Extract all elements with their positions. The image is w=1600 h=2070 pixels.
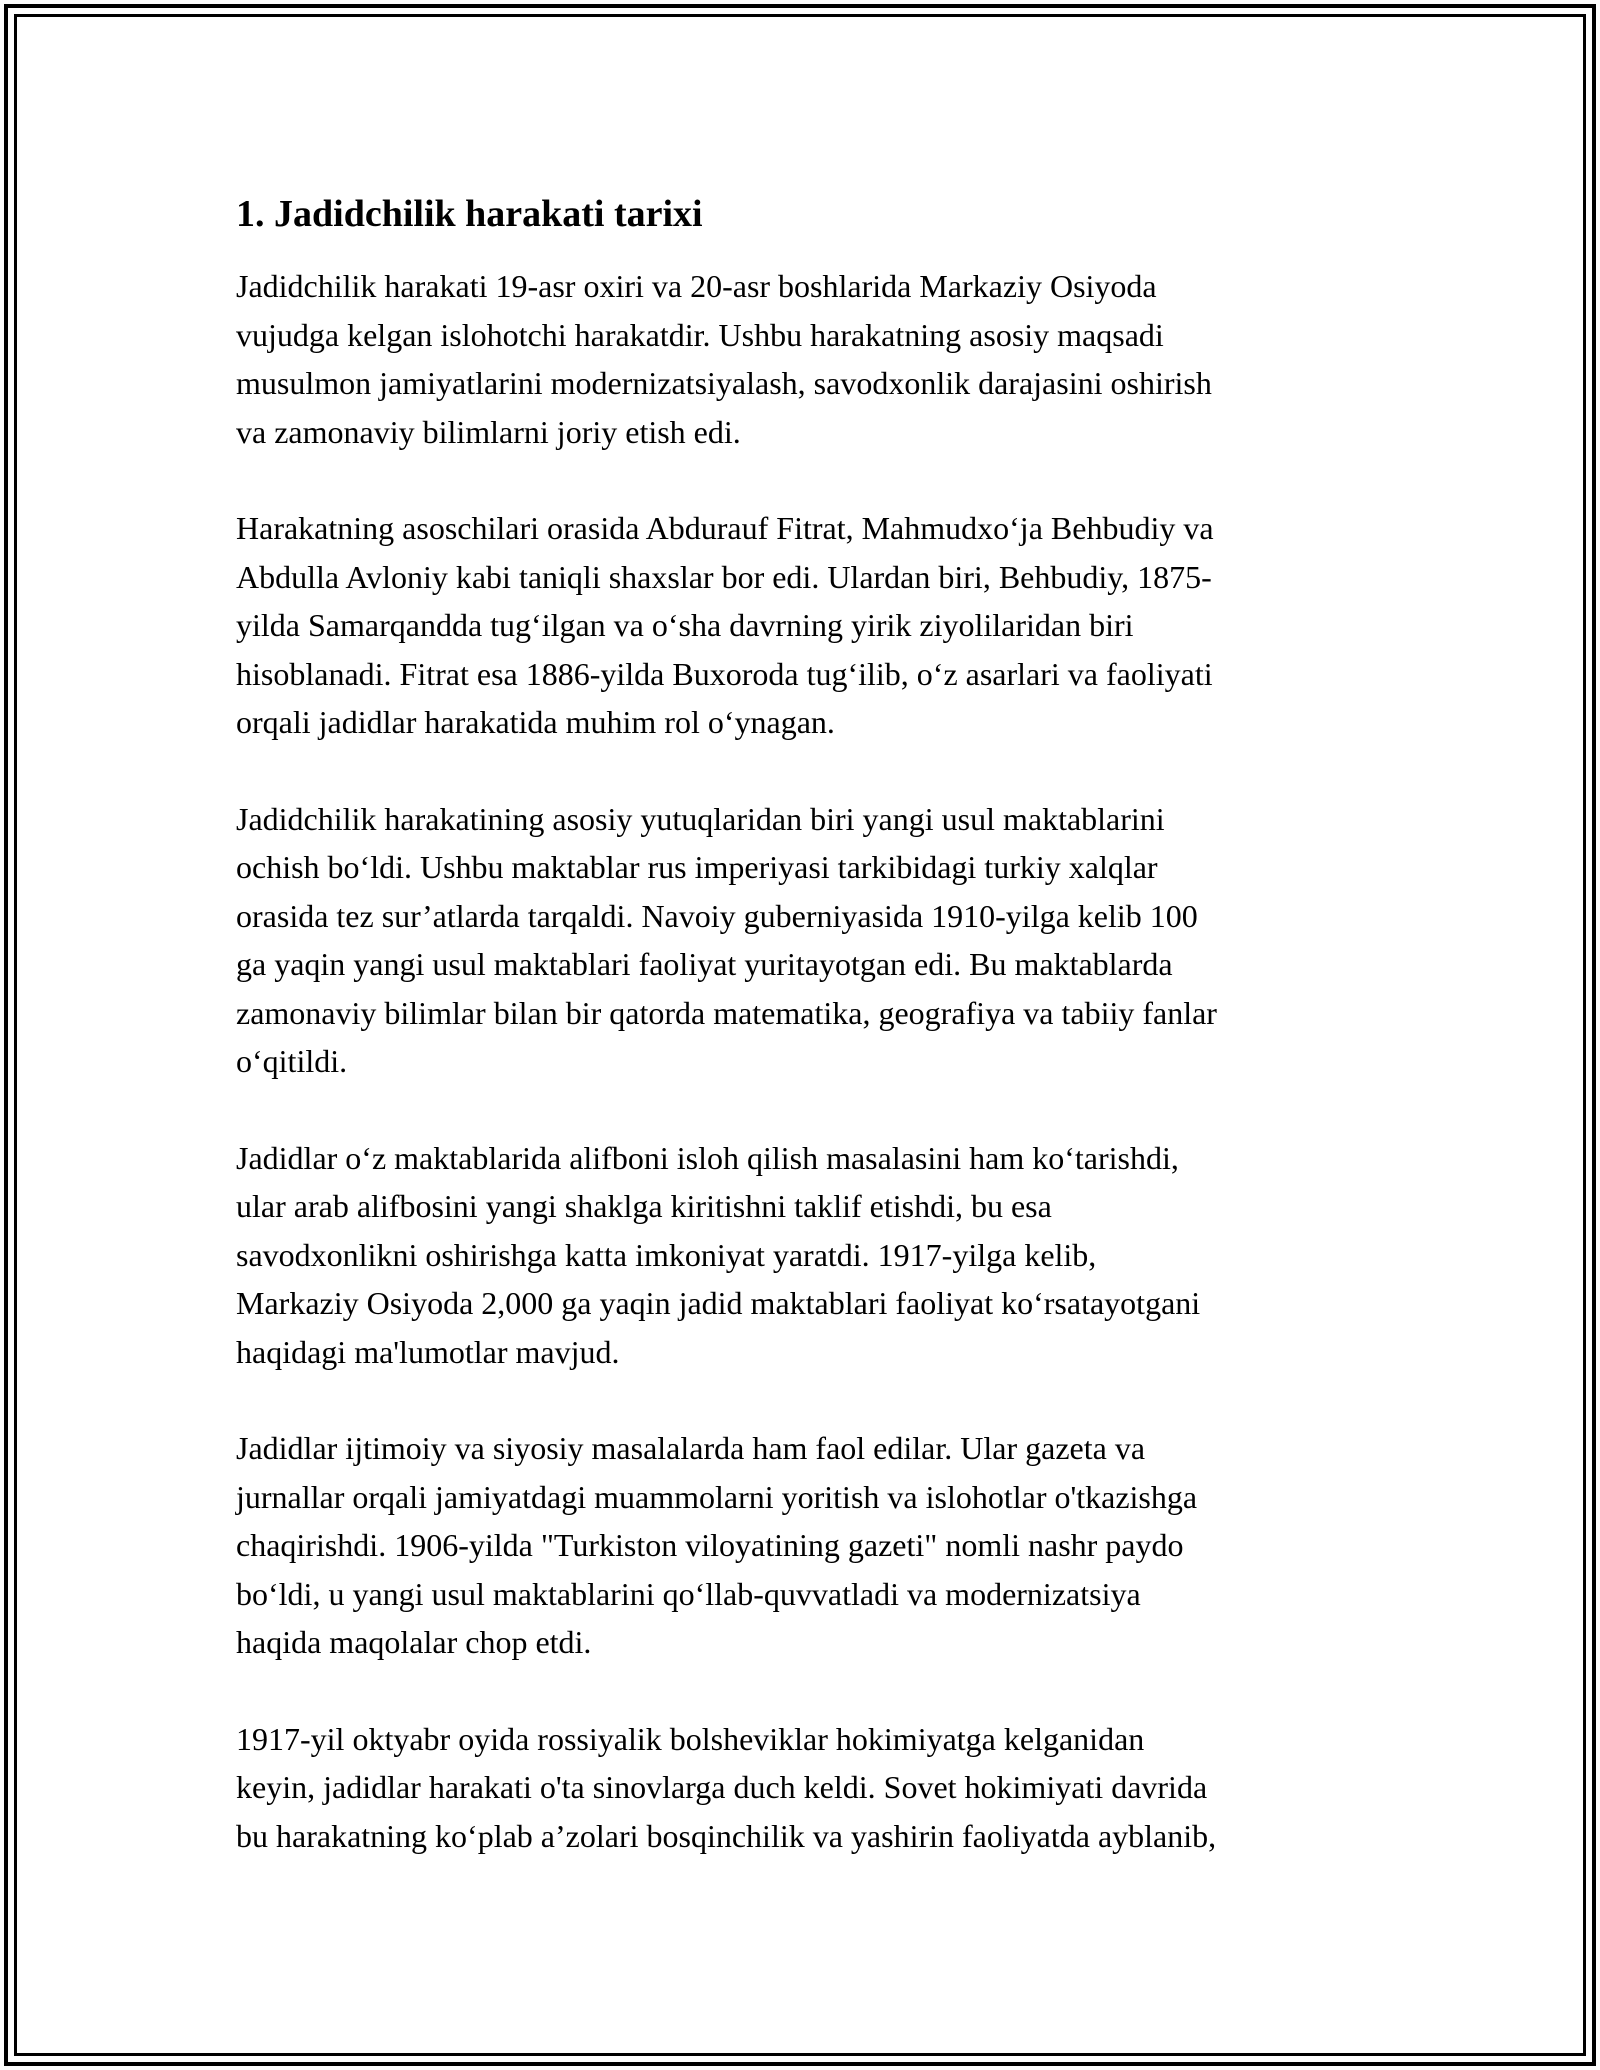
paragraph-4: Jadidlar o‘z maktablarida alifboni isloh qilish masalasini ham ko‘tarishdi, ular arab alifbosini yangi shaklga kiritishni taklif etishdi, bu esa savodxonlikni oshirishga katta imkoniyat yaratdi. 1917-yilga kelib, Markaziy Osiyoda 2,000 ga yaqin jadid maktablari faoliyat ko‘rsatayotgani haqidagi ma'lumotlar mavjud. xyxy=(236,1139,1201,1370)
paragraph-1: Jadidchilik harakati 19-asr oxiri va 20-asr boshlarida Markaziy Osiyoda vujudga kelgan islohotchi harakatdir. Ushbu harakatning asosiy maqsadi musulmon jamiyatlarini modernizatsiyalash, savodxonlik darajasini oshirish va zamonaviy bilimlarni joriy etish edi. xyxy=(236,268,1212,450)
paragraph-5: Jadidlar ijtimoiy va siyosiy masalalarda ham faol edilar. Ular gazeta va jurnallar orqali jamiyatdagi muammolarni yoritish va islohotlar o'tkazishga chaqirishdi. 1906-yilda "Turkiston viloyatining gazeti" nomli nashr paydo bo‘ldi, u yangi usul maktablarini qo‘llab-quvvatladi va modernizatsiya haqida maqolalar chop etdi. xyxy=(236,1430,1198,1660)
section-heading: 1. Jadidchilik harakati tarixi xyxy=(236,193,703,235)
paragraph-6: 1917-yil oktyabr oyida rossiyalik bolsheviklar hokimiyatga kelganidan keyin, jadidlar harakati o'ta sinovlarga duch keldi. Sovet hokimiyati davrida bu harakatning ko‘plab a’zolari bosqinchilik va yashirin faoliyatda ayblanib, xyxy=(236,1720,1217,1854)
paragraph-2: Harakatning asoschilari orasida Abdurauf Fitrat, Mahmudxo‘ja Behbudiy va Abdulla Avloniy kabi taniqli shaxslar bor edi. Ulardan biri, Behbudiy, 1875- yilda Samarqandda tug‘ilgan va o‘sha davrning yirik ziyolilaridan biri hisoblanadi. Fitrat esa 1886-yilda Buxoroda tug‘ilib, o‘z asarlari va faoliyati orqali jadidlar harakatida muhim rol o‘ynagan. xyxy=(236,510,1214,740)
document-body xyxy=(236,188,1366,1908)
paragraph-3: Jadidchilik harakatining asosiy yutuqlaridan biri yangi usul maktablarini ochish bo‘ldi. Ushbu maktablar rus imperiyasi tarkibidagi turkiy xalqlar orasida tez sur’atlarda tarqaldi. Navoiy guberniyasida 1910-yilga kelib 100 ga yaqin yangi usul maktablari faoliyat yuritayotgan edi. Bu maktablarda zamonaviy bilimlar bilan bir qatorda matematika, geografiya va tabiiy fanlar o‘qitildi. xyxy=(236,800,1217,1079)
